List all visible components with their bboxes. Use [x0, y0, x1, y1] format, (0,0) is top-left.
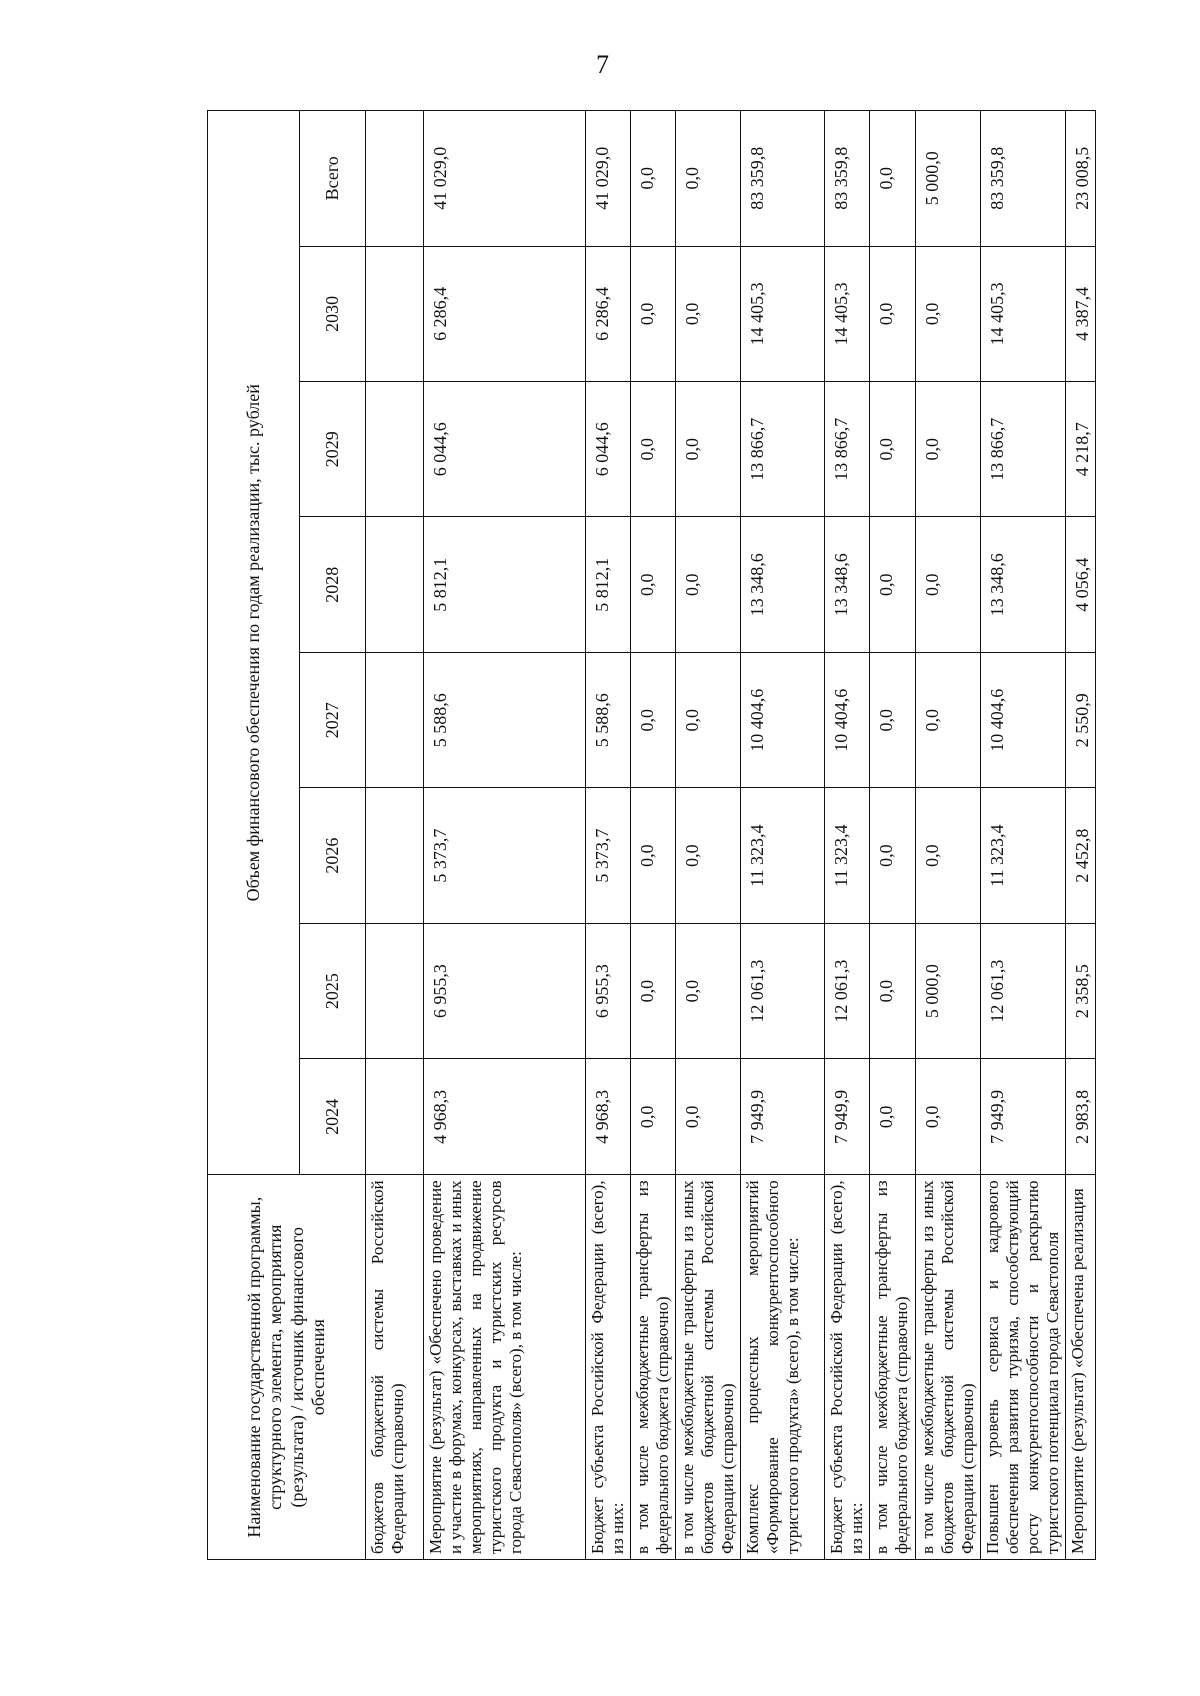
table-row [366, 111, 424, 1560]
row-value-cell: 6 286,4 [424, 246, 586, 381]
table-row [631, 111, 676, 1560]
row-name-cell: в том числе межбюджетные трансферты из иных бюджетов бюджетной системы Российской Федерации (справочно) [915, 1175, 980, 1560]
table-row [825, 111, 870, 1560]
row-value-cell: 13 866,7 [980, 382, 1065, 517]
header-year-2024: 2024 [300, 1059, 366, 1175]
row-value-cell: 6 955,3 [586, 923, 631, 1058]
row-value-cell: 0,0 [915, 788, 980, 923]
row-total-cell: 23 008,5 [1065, 111, 1095, 247]
row-value-cell: 2 452,8 [1065, 788, 1095, 923]
row-value-cell: 7 949,9 [741, 1059, 825, 1175]
row-value-cell: 13 866,7 [741, 382, 825, 517]
row-value-cell: 13 866,7 [825, 382, 870, 517]
row-value-cell: 5 812,1 [586, 517, 631, 652]
row-value-cell: 0,0 [631, 923, 676, 1058]
row-value-cell: 12 061,3 [825, 923, 870, 1058]
row-name-cell: Мероприятие (результат) «Обеспечена реализация [1065, 1175, 1095, 1560]
funding-table [207, 110, 1096, 1560]
row-value-cell: 0,0 [870, 788, 915, 923]
row-total-cell: 0,0 [631, 111, 676, 247]
row-value-cell: 5 812,1 [424, 517, 586, 652]
row-value-cell: 0,0 [676, 246, 741, 381]
row-value-cell: 12 061,3 [741, 923, 825, 1058]
row-value-cell: 0,0 [676, 923, 741, 1058]
row-value-cell: 0,0 [631, 1059, 676, 1175]
table-row [741, 111, 825, 1560]
row-value-cell: 13 348,6 [825, 517, 870, 652]
header-total: Всего [300, 111, 366, 247]
row-value-cell: 4 968,3 [424, 1059, 586, 1175]
header-year-2026: 2026 [300, 788, 366, 923]
row-value-cell: 5 373,7 [424, 788, 586, 923]
row-name-cell: Комплекс процессных мероприятий «Формирование конкурентоспособного туристского продукта» (всего), в том числе: [741, 1175, 825, 1560]
row-total-cell: 83 359,8 [741, 111, 825, 247]
row-value-cell: 2 983,8 [1065, 1059, 1095, 1175]
row-name-cell: в том числе межбюджетные трансферты из федерального бюджета (справочно) [631, 1175, 676, 1560]
table-row [586, 111, 631, 1560]
header-year-2027: 2027 [300, 652, 366, 787]
row-value-cell: 4 387,4 [1065, 246, 1095, 381]
row-value-cell [366, 788, 424, 923]
row-value-cell: 0,0 [870, 382, 915, 517]
row-value-cell: 4 968,3 [586, 1059, 631, 1175]
row-value-cell: 0,0 [676, 652, 741, 787]
table-row [980, 111, 1065, 1560]
row-name-cell: Повышен уровень сервиса и кадрового обеспечения развития туризма, способствующий росту конкурентоспособности и раскрытию туристского потенциала города Севастополя [980, 1175, 1065, 1560]
header-year-2025: 2025 [300, 923, 366, 1058]
row-value-cell: 0,0 [631, 382, 676, 517]
row-value-cell: 0,0 [631, 652, 676, 787]
row-name-cell: в том числе межбюджетные трансферты из иных бюджетов бюджетной системы Российской Федерации (справочно) [676, 1175, 741, 1560]
row-value-cell [366, 1059, 424, 1175]
row-value-cell: 10 404,6 [741, 652, 825, 787]
row-value-cell: 0,0 [870, 1059, 915, 1175]
row-value-cell: 5 588,6 [424, 652, 586, 787]
row-value-cell: 10 404,6 [825, 652, 870, 787]
header-name-column: Наименование государственной программы, структурного элемента, мероприятия (результата) / источник финансового обеспечения [208, 1175, 366, 1560]
row-value-cell: 0,0 [676, 788, 741, 923]
header-funding-title: Объем финансового обеспечения по годам реализации, тыс. рублей [208, 111, 300, 1175]
row-value-cell: 0,0 [676, 517, 741, 652]
row-value-cell: 5 373,7 [586, 788, 631, 923]
row-value-cell [366, 246, 424, 381]
header-year-2029: 2029 [300, 382, 366, 517]
table-row [424, 111, 586, 1560]
row-value-cell: 0,0 [631, 517, 676, 652]
row-value-cell: 7 949,9 [825, 1059, 870, 1175]
row-value-cell: 4 218,7 [1065, 382, 1095, 517]
row-value-cell: 6 955,3 [424, 923, 586, 1058]
row-total-cell: 83 359,8 [980, 111, 1065, 247]
row-value-cell [366, 923, 424, 1058]
page-number: 7 [596, 50, 609, 79]
row-value-cell: 14 405,3 [741, 246, 825, 381]
row-value-cell: 0,0 [676, 1059, 741, 1175]
row-value-cell: 7 949,9 [980, 1059, 1065, 1175]
rotated-table-content [207, 110, 1092, 1560]
row-total-cell [366, 111, 424, 247]
header-year-2030: 2030 [300, 246, 366, 381]
table-row [1065, 111, 1095, 1560]
header-year-2028: 2028 [300, 517, 366, 652]
row-value-cell: 10 404,6 [980, 652, 1065, 787]
row-value-cell [366, 517, 424, 652]
row-value-cell: 6 044,6 [586, 382, 631, 517]
row-value-cell: 2 358,5 [1065, 923, 1095, 1058]
row-value-cell: 13 348,6 [741, 517, 825, 652]
row-value-cell: 6 044,6 [424, 382, 586, 517]
row-value-cell: 0,0 [631, 788, 676, 923]
row-total-cell: 41 029,0 [424, 111, 586, 247]
row-name-cell: бюджетов бюджетной системы Российской Федерации (справочно) [366, 1175, 424, 1560]
row-value-cell: 0,0 [915, 246, 980, 381]
row-value-cell: 5 588,6 [586, 652, 631, 787]
row-value-cell: 12 061,3 [980, 923, 1065, 1058]
row-value-cell: 0,0 [915, 517, 980, 652]
row-total-cell: 41 029,0 [586, 111, 631, 247]
row-value-cell: 0,0 [870, 923, 915, 1058]
row-total-cell: 5 000,0 [915, 111, 980, 247]
row-total-cell: 0,0 [676, 111, 741, 247]
table-row [915, 111, 980, 1560]
row-value-cell: 0,0 [631, 246, 676, 381]
row-value-cell: 11 323,4 [980, 788, 1065, 923]
row-value-cell: 11 323,4 [825, 788, 870, 923]
row-name-cell: в том числе межбюджетные трансферты из федерального бюджета (справочно) [870, 1175, 915, 1560]
row-value-cell: 0,0 [870, 517, 915, 652]
row-name-cell: Бюджет субъекта Российской Федерации (всего), из них: [586, 1175, 631, 1560]
rotated-table-frame [207, 110, 1092, 1560]
row-value-cell: 0,0 [915, 1059, 980, 1175]
row-value-cell: 0,0 [915, 652, 980, 787]
table-row [676, 111, 741, 1560]
row-value-cell: 0,0 [676, 382, 741, 517]
row-value-cell: 2 550,9 [1065, 652, 1095, 787]
row-value-cell: 14 405,3 [980, 246, 1065, 381]
row-value-cell: 14 405,3 [825, 246, 870, 381]
row-name-cell: Бюджет субъекта Российской Федерации (всего), из них: [825, 1175, 870, 1560]
row-value-cell: 0,0 [870, 652, 915, 787]
table-row [870, 111, 915, 1560]
row-value-cell: 5 000,0 [915, 923, 980, 1058]
row-value-cell [366, 382, 424, 517]
row-value-cell: 4 056,4 [1065, 517, 1095, 652]
row-value-cell [366, 652, 424, 787]
row-value-cell: 6 286,4 [586, 246, 631, 381]
row-name-cell: Мероприятие (результат) «Обеспечено проведение и участие в форумах, конкурсах, выставках и иных мероприятиях, направленных на продвижение туристского продукта и туристских ресурсов города Севастополя» (всего), в том числе: [424, 1175, 586, 1560]
row-value-cell: 0,0 [915, 382, 980, 517]
row-value-cell: 0,0 [870, 246, 915, 381]
row-total-cell: 0,0 [870, 111, 915, 247]
row-value-cell: 11 323,4 [741, 788, 825, 923]
row-value-cell: 13 348,6 [980, 517, 1065, 652]
row-total-cell: 83 359,8 [825, 111, 870, 247]
